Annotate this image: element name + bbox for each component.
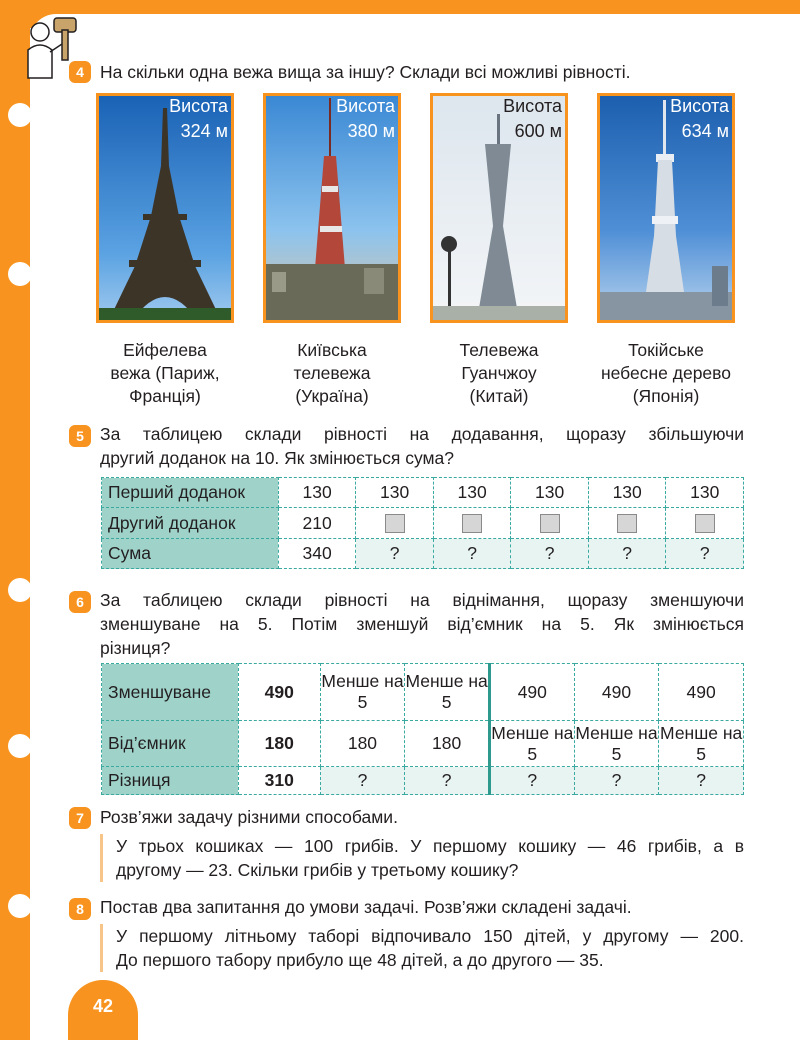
table-cell: ? [356,539,434,569]
tower-height-label: Висота 380 м [336,96,395,141]
task-number-badge: 8 [69,898,91,920]
table-cell: 130 [588,478,666,508]
blank-box[interactable] [462,514,482,533]
task-7-instruction: Розв’яжи задачу різними способами. [100,807,398,827]
table-cell: Менше на 5 [489,721,574,767]
blank-box[interactable] [695,514,715,533]
table-cell: ? [320,767,405,795]
table-cell: ? [588,539,666,569]
table-cell [511,508,589,539]
task-8-instruction: Постав два запитання до умови задачі. Розв’яжи складені задачі. [100,897,632,917]
table-row [102,539,744,569]
table-cell: ? [433,539,511,569]
table-cell [356,508,434,539]
table-cell [433,508,511,539]
row-header: Зменшуване [102,664,239,721]
top-band-curve [30,14,800,54]
tower-height-label: Висота 634 м [670,96,729,141]
table-row [102,664,744,721]
blank-box[interactable] [617,514,637,533]
table-cell: 340 [278,539,356,569]
binder-hole [8,103,32,127]
row-header: Сума [102,539,279,569]
table-cell: 130 [666,478,744,508]
task-6-text: За таблицею склади рівності на віднімання, щоразу зменшуючи зменшуване на 5. Потім зменшуй від’ємник на 5. Як змінюється різниця? [100,590,744,658]
table-cell: 490 [574,664,659,721]
tower-caption: Токійське небесне дерево (Японія) [600,340,731,406]
table-cell: 490 [489,664,574,721]
row-header: Різниця [102,767,239,795]
subtraction-table [101,663,744,795]
table-cell: 180 [238,721,320,767]
task-8-problem: У першому літньому таборі відпочивало 150 дітей, у другому — 200. До першого табору прибуло ще 48 дітей, а до другого — 35. [100,924,744,972]
task-number-badge: 4 [69,61,91,83]
row-header: Другий доданок [102,508,279,539]
binder-hole [8,578,32,602]
addition-table [101,477,744,569]
page-number: 42 [68,980,138,1040]
table-cell: 490 [238,664,320,721]
table-cell [666,508,744,539]
task-number-badge: 7 [69,807,91,829]
table-row [102,508,744,539]
blank-box[interactable] [540,514,560,533]
table-cell: Менше на 5 [320,664,405,721]
table-cell: 180 [405,721,490,767]
row-header: Перший доданок [102,478,279,508]
table-cell: 130 [278,478,356,508]
table-cell: ? [405,767,490,795]
table-cell: ? [489,767,574,795]
table-row [102,721,744,767]
task-number-badge: 6 [69,591,91,613]
blank-box[interactable] [385,514,405,533]
table-cell: ? [511,539,589,569]
table-cell: 130 [433,478,511,508]
binder-hole [8,734,32,758]
binder-hole [8,262,32,286]
table-cell: 130 [511,478,589,508]
table-cell: ? [659,767,744,795]
task-7-problem: У трьох кошиках — 100 грибів. У першому кошику — 46 грибів, а в другому — 23. Скільки грибів у третьому кошику? [100,834,744,882]
tower-caption: Київська телевежа (Україна) [293,340,371,406]
table-cell: 490 [659,664,744,721]
table-cell: 310 [238,767,320,795]
row-header: Від’ємник [102,721,239,767]
table-row [102,767,744,795]
table-cell: Менше на 5 [405,664,490,721]
tower-caption: Ейфелева вежа (Париж, Франція) [110,340,220,406]
tower-height-label: Висота 600 м [503,96,562,141]
table-cell: Менше на 5 [574,721,659,767]
table-cell: Менше на 5 [659,721,744,767]
table-cell [588,508,666,539]
task-5-text: За таблицею склади рівності на додавання, щоразу збільшуючи другий доданок на 10. Як змінюється сума? [100,424,744,468]
table-cell: 180 [320,721,405,767]
task-4-question: На скільки одна вежа вища за іншу? Склади всі можливі рівності. [100,62,631,82]
table-cell: ? [666,539,744,569]
task-number-badge: 5 [69,425,91,447]
table-row [102,478,744,508]
table-cell: 210 [278,508,356,539]
table-cell: 130 [356,478,434,508]
table-cell: ? [574,767,659,795]
tower-height-label: Висота 324 м [169,96,228,141]
left-orange-band [0,0,30,1040]
tower-caption: Телевежа Гуанчжоу (Китай) [459,340,539,406]
binder-hole [8,894,32,918]
